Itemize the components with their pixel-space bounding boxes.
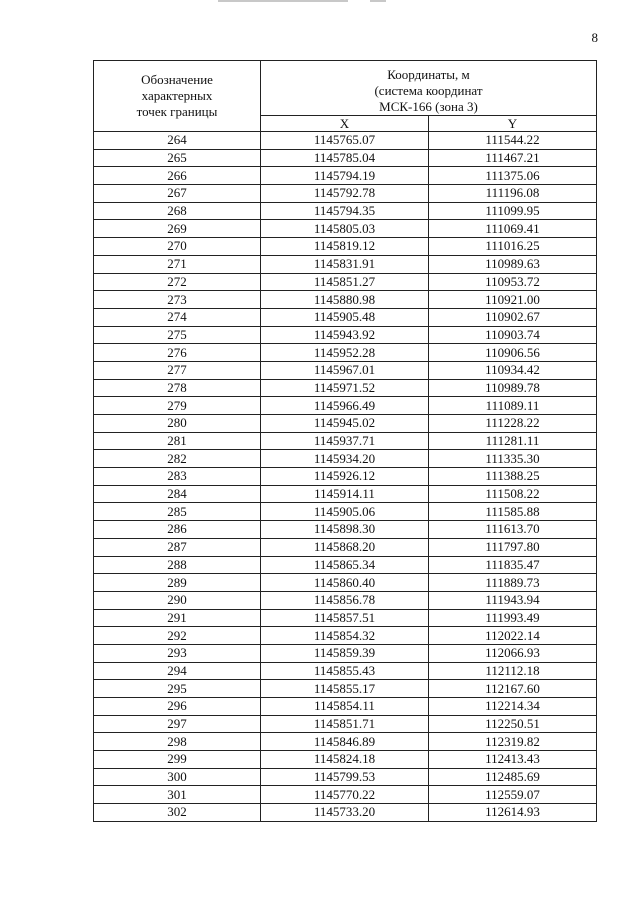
- x-coordinate-cell: 1145785.04: [261, 149, 429, 167]
- point-cell: 269: [94, 220, 261, 238]
- table-row: [94, 485, 597, 503]
- x-coordinate-cell: 1145937.71: [261, 432, 429, 450]
- table-row: [94, 415, 597, 433]
- point-cell: 293: [94, 644, 261, 662]
- x-coordinate-cell: 1145945.02: [261, 415, 429, 433]
- point-cell: 289: [94, 574, 261, 592]
- y-coordinate-cell: 112559.07: [429, 786, 597, 804]
- table-row: [94, 468, 597, 486]
- table-row: [94, 768, 597, 786]
- point-cell: 285: [94, 503, 261, 521]
- point-cell: 287: [94, 538, 261, 556]
- x-coordinate-cell: 1145967.01: [261, 361, 429, 379]
- table-row: [94, 751, 597, 769]
- point-cell: 281: [94, 432, 261, 450]
- table-row: [94, 733, 597, 751]
- y-coordinate-cell: 110902.67: [429, 308, 597, 326]
- x-coordinate-cell: 1145934.20: [261, 450, 429, 468]
- y-coordinate-cell: 111388.25: [429, 468, 597, 486]
- point-cell: 272: [94, 273, 261, 291]
- point-cell: 273: [94, 291, 261, 309]
- table-row: [94, 609, 597, 627]
- y-coordinate-cell: 112485.69: [429, 768, 597, 786]
- table-row: [94, 379, 597, 397]
- table-row: [94, 662, 597, 680]
- table-row: [94, 538, 597, 556]
- y-coordinate-cell: 112250.51: [429, 715, 597, 733]
- table-row: [94, 167, 597, 185]
- table-row: [94, 804, 597, 822]
- x-coordinate-cell: 1145846.89: [261, 733, 429, 751]
- table-row: [94, 220, 597, 238]
- table-row: [94, 503, 597, 521]
- point-cell: 290: [94, 591, 261, 609]
- point-cell: 270: [94, 238, 261, 256]
- x-column-header: X: [261, 115, 429, 131]
- point-header-line: характерных: [141, 88, 213, 103]
- y-coordinate-cell: 111069.41: [429, 220, 597, 238]
- table-row: [94, 521, 597, 539]
- y-coordinate-cell: 111099.95: [429, 202, 597, 220]
- x-coordinate-cell: 1145971.52: [261, 379, 429, 397]
- x-coordinate-cell: 1145805.03: [261, 220, 429, 238]
- y-coordinate-cell: 111797.80: [429, 538, 597, 556]
- table-row: [94, 238, 597, 256]
- point-cell: 280: [94, 415, 261, 433]
- point-cell: 291: [94, 609, 261, 627]
- point-cell: 278: [94, 379, 261, 397]
- y-coordinate-cell: 110934.42: [429, 361, 597, 379]
- point-cell: 297: [94, 715, 261, 733]
- y-coordinate-cell: 112022.14: [429, 627, 597, 645]
- table-row: [94, 574, 597, 592]
- point-cell: 284: [94, 485, 261, 503]
- table-row: [94, 627, 597, 645]
- point-cell: 274: [94, 308, 261, 326]
- y-coordinate-cell: 110989.78: [429, 379, 597, 397]
- point-cell: 264: [94, 132, 261, 150]
- x-coordinate-cell: 1145905.48: [261, 308, 429, 326]
- x-coordinate-cell: 1145868.20: [261, 538, 429, 556]
- table-row: [94, 308, 597, 326]
- table-row: [94, 786, 597, 804]
- table-row: [94, 432, 597, 450]
- table-row: [94, 132, 597, 150]
- table-row: [94, 291, 597, 309]
- x-coordinate-cell: 1145952.28: [261, 344, 429, 362]
- x-coordinate-cell: 1145831.91: [261, 255, 429, 273]
- x-coordinate-cell: 1145855.43: [261, 662, 429, 680]
- x-coordinate-cell: 1145819.12: [261, 238, 429, 256]
- point-cell: 302: [94, 804, 261, 822]
- table-row: [94, 273, 597, 291]
- point-cell: 282: [94, 450, 261, 468]
- x-coordinate-cell: 1145824.18: [261, 751, 429, 769]
- x-coordinate-cell: 1145733.20: [261, 804, 429, 822]
- point-cell: 267: [94, 185, 261, 203]
- point-cell: 292: [94, 627, 261, 645]
- coordinates-header: [261, 61, 597, 116]
- y-coordinate-cell: 111196.08: [429, 185, 597, 203]
- x-coordinate-cell: 1145856.78: [261, 591, 429, 609]
- x-coordinate-cell: 1145794.19: [261, 167, 429, 185]
- y-coordinate-cell: 111613.70: [429, 521, 597, 539]
- table-row: [94, 255, 597, 273]
- point-cell: 279: [94, 397, 261, 415]
- scan-artifact-mark: [370, 0, 386, 2]
- x-coordinate-cell: 1145857.51: [261, 609, 429, 627]
- y-coordinate-cell: 111467.21: [429, 149, 597, 167]
- y-coordinate-cell: 110953.72: [429, 273, 597, 291]
- y-coordinate-cell: 111585.88: [429, 503, 597, 521]
- y-coordinate-cell: 110989.63: [429, 255, 597, 273]
- table-row: [94, 680, 597, 698]
- coordinates-header-line: МСК-166 (зона 3): [379, 98, 478, 114]
- table-row: [94, 326, 597, 344]
- x-coordinate-cell: 1145792.78: [261, 185, 429, 203]
- y-coordinate-cell: 111943.94: [429, 591, 597, 609]
- x-coordinate-cell: 1145799.53: [261, 768, 429, 786]
- x-coordinate-cell: 1145943.92: [261, 326, 429, 344]
- table-row: [94, 698, 597, 716]
- y-coordinate-cell: 112112.18: [429, 662, 597, 680]
- y-coordinate-cell: 112066.93: [429, 644, 597, 662]
- coordinates-header-line: (система координат: [374, 82, 483, 98]
- y-coordinate-cell: 111889.73: [429, 574, 597, 592]
- table-row: [94, 644, 597, 662]
- page-number: 8: [591, 30, 598, 45]
- point-designation-header: [94, 61, 261, 132]
- table-row: [94, 149, 597, 167]
- y-coordinate-cell: 112214.34: [429, 698, 597, 716]
- x-coordinate-cell: 1145765.07: [261, 132, 429, 150]
- point-cell: 296: [94, 698, 261, 716]
- point-header-line: Обозначение: [141, 72, 213, 87]
- y-coordinate-cell: 111835.47: [429, 556, 597, 574]
- x-coordinate-cell: 1145926.12: [261, 468, 429, 486]
- table-row: [94, 556, 597, 574]
- y-coordinate-cell: 112413.43: [429, 751, 597, 769]
- x-coordinate-cell: 1145854.32: [261, 627, 429, 645]
- point-cell: 266: [94, 167, 261, 185]
- point-cell: 286: [94, 521, 261, 539]
- point-cell: 294: [94, 662, 261, 680]
- coordinates-table: [93, 60, 597, 822]
- point-cell: 295: [94, 680, 261, 698]
- x-coordinate-cell: 1145770.22: [261, 786, 429, 804]
- point-cell: 283: [94, 468, 261, 486]
- point-cell: 268: [94, 202, 261, 220]
- point-cell: 288: [94, 556, 261, 574]
- table-row: [94, 591, 597, 609]
- x-coordinate-cell: 1145905.06: [261, 503, 429, 521]
- y-coordinate-cell: 111993.49: [429, 609, 597, 627]
- y-coordinate-cell: 111375.06: [429, 167, 597, 185]
- y-coordinate-cell: 111544.22: [429, 132, 597, 150]
- x-coordinate-cell: 1145855.17: [261, 680, 429, 698]
- y-coordinate-cell: 111016.25: [429, 238, 597, 256]
- x-coordinate-cell: 1145851.27: [261, 273, 429, 291]
- table-row: [94, 450, 597, 468]
- table-row: [94, 202, 597, 220]
- x-coordinate-cell: 1145859.39: [261, 644, 429, 662]
- x-coordinate-cell: 1145851.71: [261, 715, 429, 733]
- x-coordinate-cell: 1145865.34: [261, 556, 429, 574]
- table-row: [94, 185, 597, 203]
- table-row: [94, 361, 597, 379]
- x-coordinate-cell: 1145966.49: [261, 397, 429, 415]
- y-coordinate-cell: 112167.60: [429, 680, 597, 698]
- point-cell: 265: [94, 149, 261, 167]
- point-cell: 275: [94, 326, 261, 344]
- point-cell: 299: [94, 751, 261, 769]
- table-row: [94, 344, 597, 362]
- y-coordinate-cell: 111508.22: [429, 485, 597, 503]
- y-coordinate-cell: 112614.93: [429, 804, 597, 822]
- x-coordinate-cell: 1145860.40: [261, 574, 429, 592]
- x-coordinate-cell: 1145794.35: [261, 202, 429, 220]
- y-coordinate-cell: 110921.00: [429, 291, 597, 309]
- table-row: [94, 715, 597, 733]
- y-coordinate-cell: 111335.30: [429, 450, 597, 468]
- point-header-line: точек границы: [136, 104, 218, 119]
- x-coordinate-cell: 1145880.98: [261, 291, 429, 309]
- y-coordinate-cell: 110906.56: [429, 344, 597, 362]
- scan-artifact-mark: [218, 0, 348, 2]
- point-cell: 300: [94, 768, 261, 786]
- y-coordinate-cell: 111281.11: [429, 432, 597, 450]
- x-coordinate-cell: 1145914.11: [261, 485, 429, 503]
- y-coordinate-cell: 110903.74: [429, 326, 597, 344]
- coordinates-table-body: [94, 132, 597, 822]
- point-cell: 277: [94, 361, 261, 379]
- coordinates-header-line: Координаты, м: [387, 66, 470, 82]
- y-coordinate-cell: 111228.22: [429, 415, 597, 433]
- point-cell: 276: [94, 344, 261, 362]
- x-coordinate-cell: 1145854.11: [261, 698, 429, 716]
- table-row: [94, 397, 597, 415]
- y-column-header: Y: [429, 115, 597, 131]
- point-cell: 301: [94, 786, 261, 804]
- y-coordinate-cell: 111089.11: [429, 397, 597, 415]
- x-coordinate-cell: 1145898.30: [261, 521, 429, 539]
- point-cell: 298: [94, 733, 261, 751]
- point-cell: 271: [94, 255, 261, 273]
- y-coordinate-cell: 112319.82: [429, 733, 597, 751]
